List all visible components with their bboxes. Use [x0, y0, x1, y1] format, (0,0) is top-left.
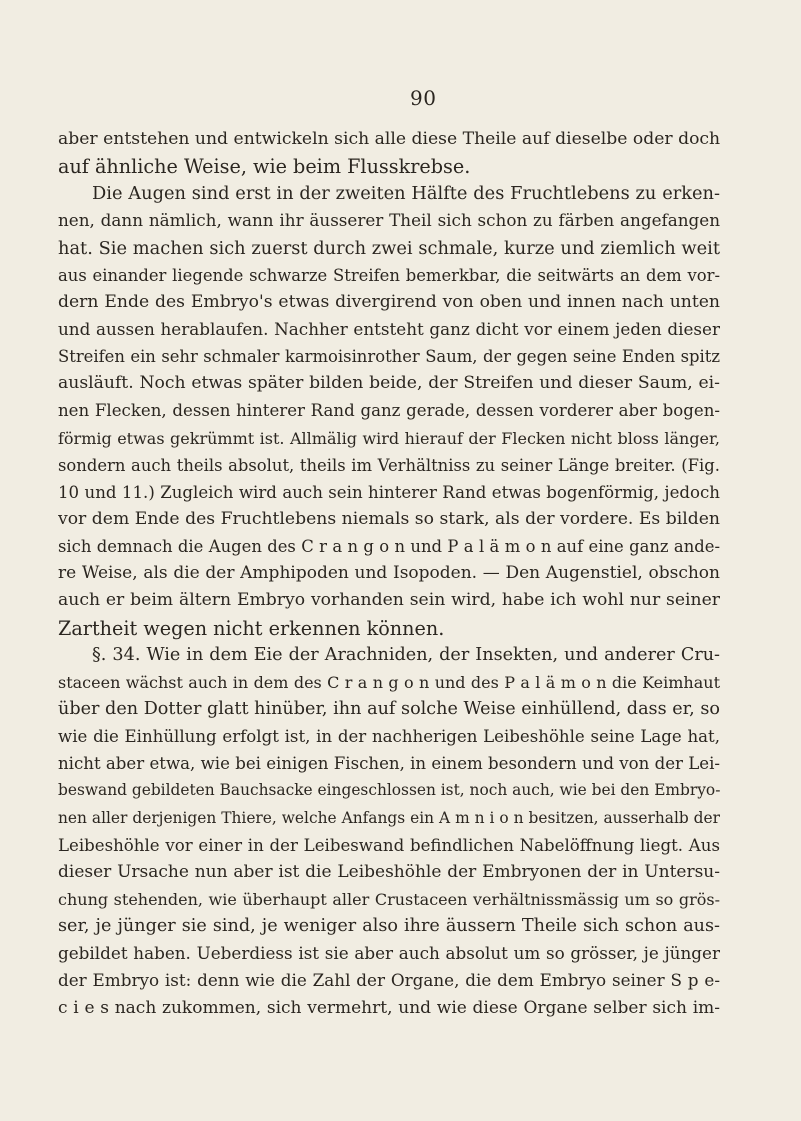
text-line: staceen wächst auch in dem des C r a n g o n und des P a l ä m o n die Keimhaut — [58, 672, 720, 692]
text-line: nicht aber etwa, wie bei einigen Fischen, in einem besondern und von der Lei- — [58, 754, 720, 774]
text-line: re Weise, als die der Amphipoden und Isopoden. — Den Augenstiel, obschon — [58, 563, 720, 584]
text-line: der Embryo ist: denn wie die Zahl der Organe, die dem Embryo seiner S p e- — [58, 970, 720, 991]
text-line: wie die Einhüllung erfolgt ist, in der nachherigen Leibeshöhle seine Lage hat, — [58, 727, 720, 747]
text-line: sich demnach die Augen des C r a n g o n und P a l ä m o n auf eine ganz ande- — [58, 537, 720, 557]
text-line: ser, je jünger sie sind, je weniger also ihre äussern Theile sich schon aus- — [58, 916, 720, 937]
text-line: vor dem Ende des Fruchtlebens niemals so stark, als der vordere. Es bilden — [58, 508, 720, 529]
text-line: und aussen herablaufen. Nachher entsteht ganz dicht vor einem jeden dieser — [58, 318, 720, 339]
text-line: chung stehenden, wie überhaupt aller Crustaceen verhältnissmässig um so grös- — [58, 889, 720, 909]
text-line: Leibeshöhle vor einer in der Leibeswand befindlichen Nabelöffnung liegt. Aus — [58, 835, 720, 855]
text-line: aber entstehen und entwickeln sich alle diese Theile auf dieselbe oder doch — [58, 129, 720, 149]
text-line: auf ähnliche Weise, wie beim Flusskrebse. — [58, 155, 471, 179]
text-line: nen Flecken, dessen hinterer Rand ganz gerade, dessen vorderer aber bogen- — [58, 401, 720, 421]
text-line: 10 und 11.) Zugleich wird auch sein hinterer Rand etwas bogenförmig, jedoch — [58, 482, 720, 502]
text-line: förmig etwas gekrümmt ist. Allmälig wird hierauf der Flecken nicht bloss länger, — [58, 428, 720, 448]
text-line: Streifen ein sehr schmaler karmoisinrother Saum, der gegen seine Enden spitz — [58, 347, 720, 367]
text-line: dieser Ursache nun aber ist die Leibeshöhle der Embryonen der in Untersu- — [58, 861, 720, 882]
text-line: c i e s nach zukommen, sich vermehrt, und wie diese Organe selber sich im- — [58, 997, 720, 1018]
text-line: Zartheit wegen nicht erkennen können. — [58, 616, 445, 640]
text-line: hat. Sie machen sich zuerst durch zwei schmale, kurze und ziemlich weit — [58, 237, 720, 259]
text-line: Die Augen sind erst in der zweiten Hälfte des Fruchtlebens zu erken- — [92, 183, 720, 205]
text-line: sondern auch theils absolut, theils im Verhältniss zu seiner Länge breiter. (Fig. — [58, 455, 720, 475]
text-line: nen, dann nämlich, wann ihr äusserer Theil sich schon zu färben angefangen — [58, 210, 720, 231]
body-text — [58, 126, 720, 1022]
page-number: 90 — [410, 86, 437, 110]
text-line: beswand gebildeten Bauchsacke eingeschlossen ist, noch auch, wie bei den Embryo- — [58, 781, 720, 800]
text-line: ausläuft. Noch etwas später bilden beide, der Streifen und dieser Saum, ei- — [58, 373, 720, 394]
text-line: §. 34. Wie in dem Eie der Arachniden, der Insekten, und anderer Cru- — [92, 644, 720, 665]
text-line: nen aller derjenigen Thiere, welche Anfangs ein A m n i o n besitzen, ausserhalb der — [58, 808, 720, 827]
text-line: über den Dotter glatt hinüber, ihn auf solche Weise einhüllend, dass er, so — [58, 698, 720, 719]
text-line: gebildet haben. Ueberdiess ist sie aber auch absolut um so grösser, je jünger — [58, 943, 720, 964]
text-line: aus einander liegende schwarze Streifen bemerkbar, die seitwärts an dem vor- — [58, 265, 720, 285]
text-line: dern Ende des Embryo's etwas divergirend von oben und innen nach unten — [58, 291, 720, 312]
text-line: auch er beim ältern Embryo vorhanden sein wird, habe ich wohl nur seiner — [58, 590, 720, 611]
